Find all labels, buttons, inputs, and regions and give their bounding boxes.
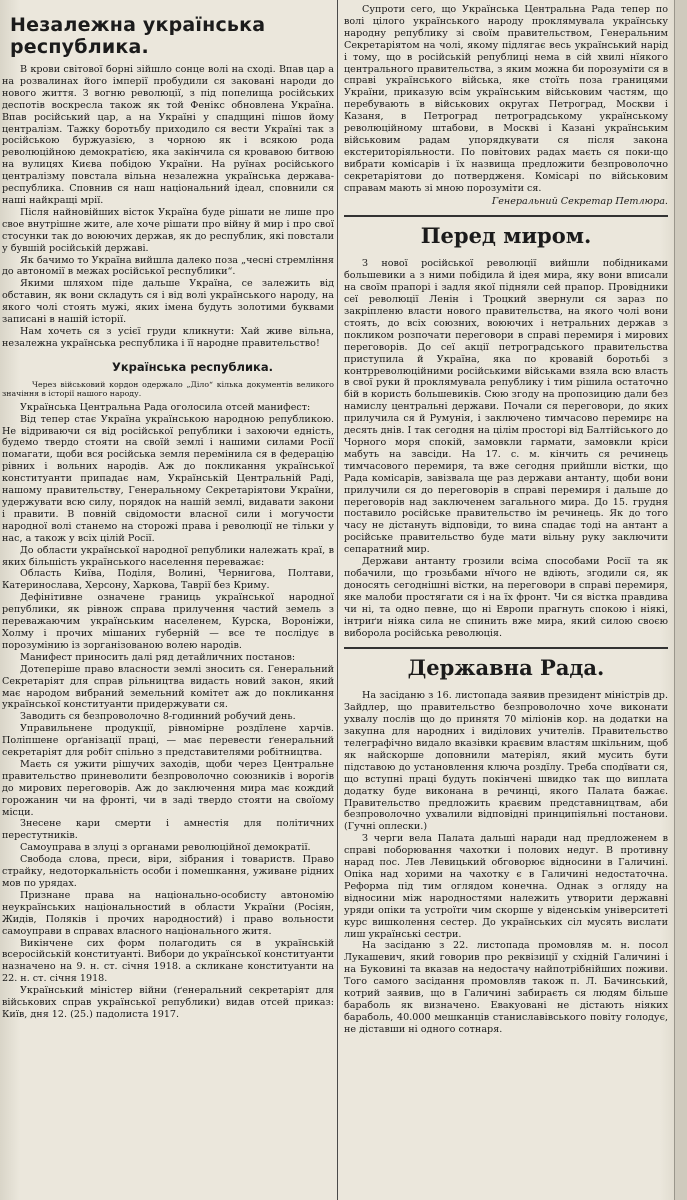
paragraph: Самоуправа в злуці з органами революційної демократії. (20, 842, 311, 854)
article-title: Незалежна українська республика. (10, 14, 266, 58)
right-column (344, 4, 668, 1036)
paragraph: Нам хочеть ся з усієї груди кликнути: Хай живе вільна, незалежна українська республика і її народне правительство! (2, 325, 334, 349)
left-column (2, 4, 334, 1021)
section-title: Українська республика. (112, 359, 273, 374)
lead-note: Через військовий кордон одержало „Діло“ кілька документів великого значіння в історії нашого народу. (2, 379, 334, 398)
paragraph: Область Київа, Поділя, Волині, Чернигова, Полтави, Катеринослава, Херсону, Харкова, Таврії без Криму. (2, 568, 334, 592)
paragraph: Дефінітивне означене границь української народної републики, як рівнож справа прилучення частий земель з переважаючим українським населенем, Курска, Вороніжи, Холму і прочих мішаних губерній — все те послідує в порозумінию із зорганізованою волею народів. (2, 592, 334, 651)
paragraph: З черги вела Палата дальші наради над предложенем в справі поборювання чахотки і полових недуг. В противну нарад пос. Лев Левицький обговорює відносини в Галичині. Опіка над хорими на чахотку є в Галичині недостаточна. Реформа під тим оглядом конечна. Однак з огляду на відносини між народностями належить утворити державні уряди опіки та устроїти чим скорше у віденськім університеті курс вишколення сестер. До українських сіл мусять вислати лиш українські сестри. (344, 833, 668, 940)
paragraph: Від тепер стає Україна українською народною републикою. Не відриваючи ся від російської републики і захоючи едність, будемо твердо стояти на своїй землі і нашими силами Росії помагати, щоби вся російська земля перемінила ся в федерацію рівних і вольних народів. Аж до покликання української конституанти припадає нам, Українській Центральній Раді, нашому правительству, Генеральному Секретаріятови України, удержувати всю силу, порядок на нашій землі, видавати закони і правити. В повній свідомости власної сили і могучости народної волі станемо на сторожі права і революції не тільки у нас, а також у всіх цілій Росії. (2, 413, 334, 544)
paragraph: До области української народної републики належать краї, в яких більшість українського населення переважає: (2, 544, 334, 568)
paragraph: В крови світової борні зійшло сонце волі на сході. Впав цар а на розвалинах його імперії пробудили ся заковані народи до нового життя. З вогню революції, з під попелища російських деспотів воскресла також як той Фенікс обновлена Україна. Впав російський цар, а на Україні у спадщині пішов йому централізм. Тажку боротьбу приходило ся вести Україні так з російською буржуазією, з чорною як і всякою рода революційною демократією, яка закінчила ся кровавою битвою на вулицях Києва побідою України. На руїнах російського централізму повстала вільна незалежна українська держава-республика. Сповнив ся наш національний ідеал, сповнили ся наші найкращі мрії. (2, 64, 334, 206)
paragraph: Супроти сего, що Українська Центральна Рада тепер по волі цілого українського народу проклямувала українську народну републику зі своїм правительством, Генеральним Секретаріятом на чолі, якому підлягає весь український нарід і тому, що в російській републиці нема в сій хвилі нїякого центрального правительства, з яким можна би порозуміти ся в справі українського війська, яке стоїть поза границями України, приказую всім українським військовим частям, що перебувають в військових округах Петроград, Москви і Казаня, в Петроград петроградському українському революційному штабови, в Москві і Казані українським військовим радам упорядкувати ся після закона екстериторіяльности. По повітових радах маєть ся поки-що вибрати комісарів і їх назвища предложити безпроволочно секретаріятови до потвердженя. Комісарі по військовим справам мають зі мною порозуміти ся. (344, 4, 668, 194)
paragraph: Українська Центральна Рада оголосила отсей манифест: (20, 401, 311, 413)
paragraph: Заводить ся безпроволочно 8-годинний робучий день. (20, 711, 296, 723)
paragraph: Як бачимо то Україна вийшла далеко поза „чесні стремління до автономії в межах російської республики“. (2, 254, 334, 278)
section-divider (344, 215, 668, 217)
paragraph: На засіданю з 16. листопада заявив президент міністрів др. Зайдлер, що правительство безпроволочно хоче виконати ухвалу послів що до принятя 70 міліонів кор. на додатки на закупна для народних і виділових учителів. Правительство телеграфічно видало вказівки краєвим властям шкільним, щоб як найскорше доповнили матеріял, який мусить бути підставою до установлення ключа роздїлу. Треба сподївати ся, що вступні праці будуть покінчені швидко так що виплата додатку буде виконана в речинці, якого Палата бажає. Правительство предложить краєвим представництвам, аби безпроволочно ухвалили відповідні принципіяльні постанови. (Гучні оплески.) (344, 690, 668, 833)
article-title: Перед миром. (420, 223, 592, 249)
paragraph: На засіданю з 22. листопада промовляв м. н. посол Лукашевич, який говорив про реквізиції у східній Галичині і на Буковині та вказав на недостачу найпотрібнійших поживи. Того самого засідання промовляв також п. Л. Бачинський, котрий заявив, що в Галичині забираєть ся людям більше бараболь як визначено. Евакуовані не дістають ніяких бараболь, 40.000 мешканців станиславівського повіту голодує, не діставши ні одного сотнаря. (344, 940, 668, 1035)
article-title: Державна Рада. (407, 655, 605, 681)
paragraph: Держави антанту грозили всіма способами Росії та як побачили, що грозьбами нїчого не вдіють, згодили ся, як доносять сегоднішні вістки, на переговори в справі перемиря, яке малоби простягати ся і на їх фронт. Чи ся вістка правдива чи ні, та одно певне, що ні Европи прагнуть спокою і ніякі, інтриґи ніяка сила не спинить вже мира, який силою своєю виборола російська революція. (344, 556, 668, 639)
paragraph: З нової російської революції вийшли побідниками большевики а з ними побідила й ідея мира, яку вони вписали на своїм прапорі і задля якої підняли сей прапор. Провідники сеї революції Ленін і Троцкий звернули ся зараз по закріпленю власти нового правительства, на якого чолі вони стоять, до всіх союзних, воюючих і нетральних держав з покликом розпочати переговори в справі перемиря і мирових переговорів. До сеї акції петроградського правительства приступила й Україна, яка по кровавій боротьбі з контрреволюційними російськими військами взяла всю власть в свої руки й проклямувала републику і тим рішила остаточно бій в користь большевиків. Сюю згоду на пропозицию дали без намислу центральні держави. Почали ся переговори, до яких прилучила ся й Румунія, і заключено тимчасово перемирє на десять днів. І так сегодня на цілім просторі від Балтійського до Чорного моря спокій, замовкли гармати, замовкли кріси мабуть на завсіди. На 17. с. м. кінчить ся речинець тимчасового перемиря, та вже сегодня прийшли вістки, що Рада комісарів, завізвала ще раз держави антанту, щоби вони прилучили ся до переговорів в справі перемиря і дальше до переговорів над заключенем загального мира. До 15. грудня поставило російське правительство ім речинець. Як до того часу не дістануть відповіди, то вина спадає тоді на антант а російське правительство буде мати вільну руку заключити сепаратний мир. (344, 258, 668, 556)
paragraph: Знесене кари смерти і амнестія для політичних перестутників. (2, 818, 334, 842)
section-divider (344, 647, 668, 649)
signature: Генеральний Секретар Петлюра. (491, 195, 668, 207)
paragraph: Викінчене сих форм полагодить ся в українській всеросійській конституанті. Вибори до української конституанти назначено на 9. н. ст. січня 1918. а скликане конституанти на 22. н. ст. січня 1918. (2, 937, 334, 985)
paragraph: Після найновійших вісток Україна буде рішати не лише про свое внутрішне жите, але хоче рішати про війну й мир і про свої стосунки так до воюючих держав, як до республик, які повстали у бувшій російській державі. (2, 206, 334, 254)
paragraph: Дотеперіше право власности землі зносить ся. Генеральний Секретаріят для справ рільництва видасть новий закон, який має народом вибраний земельний комітет аж до покликання української конституанти придержувати ся. (2, 663, 334, 711)
column-divider (337, 0, 338, 1200)
paragraph: Манифест приносить далі ряд детайличних постанов: (20, 651, 296, 663)
page-edge (674, 0, 687, 1200)
paragraph: Якими шляхом піде дальше Україна, се залежить від обставин, як вони складуть ся і від волі українського народу, на якого чолі стоять мужі, яких імена будуть золотими буквами записані в нашій історії. (2, 278, 334, 326)
paragraph: Український міністер війни (ґенеральний секретаріят для військових справ української републики) видав отсей приказ: Київ, дня 12. (25.) падолиста 1917. (2, 985, 334, 1020)
paragraph: Управильнене продукції, рівномірне роздїлене харчів. Поліпшене орґанізації праці, — має перевести ґенеральний секретаріят для робіт спільно з представителями робітництва. (2, 723, 334, 759)
paragraph: Свобода слова, преси, віри, зібрания і товариств. Право страйку, недоторкальність особи і помешкання, уживане рідних мов по урядах. (2, 854, 334, 889)
paragraph: Маєть ся ужити рішучих заходів, щоби через Центральне правительство приневолити безпроволочно союзників і ворогів до мирових переговорів. Аж до заключення мира має кождий горожанин чи на фронті, чи в заді твердо стояти на своїому місци. (2, 758, 334, 818)
paragraph: Признане права на національно-особисту автономію неукраїнських національностий в области України (Росіян, Жидів, Поляків і прочих народностий) і право вольности самоуправи в справах власного національного житя. (2, 889, 334, 937)
